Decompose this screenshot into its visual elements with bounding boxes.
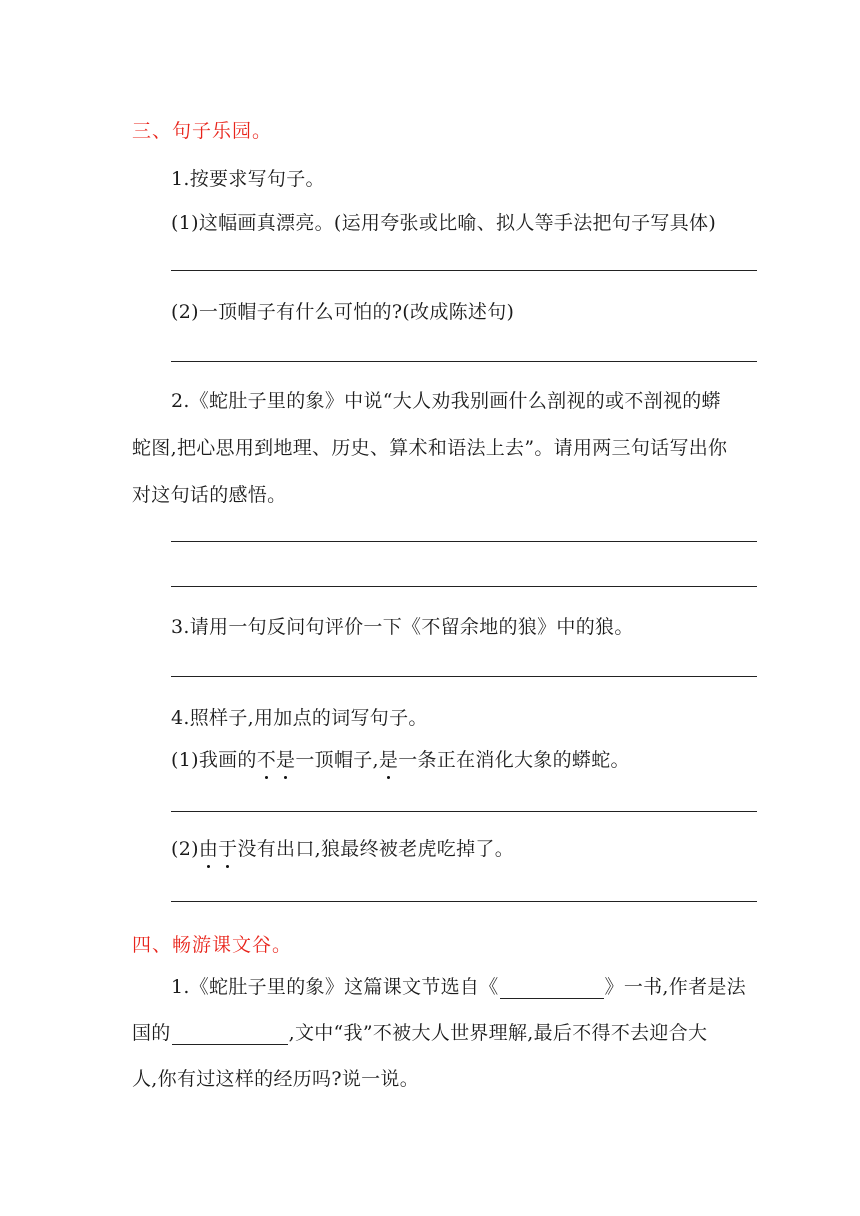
q3-prompt: 3.请用一句反问句评价一下《不留余地的狼》中的狼。 (171, 616, 634, 638)
q4-item-1: (1)我画的不是一顶帽子,是一条正在消化大象的蟒蛇。 (171, 745, 630, 772)
q4-item-2: (2)由于没有出口,狼最终被老虎吃掉了。 (171, 834, 514, 861)
section-3-heading: 三、句子乐园。 (132, 120, 273, 142)
answer-line[interactable] (171, 361, 757, 362)
q2-line-2: 蛇图,把心思用到地理、历史、算术和语法上去”。请用两三句话写出你 (132, 437, 728, 459)
q1-prompt: 1.按要求写句子。 (171, 168, 325, 190)
s4-q1-line-1: 1.《蛇肚子里的象》这篇课文节选自《 》一书,作者是法 (171, 976, 746, 998)
s4-q1-line-2: 国的 ,文中“我”不被大人世界理解,最后不得不去迎合大 (132, 1022, 708, 1044)
answer-line[interactable] (171, 811, 757, 812)
answer-line[interactable] (171, 586, 757, 587)
emphasis-dot-char: 是 (379, 745, 398, 772)
fill-blank-book[interactable] (500, 979, 604, 999)
emphasis-dot-char: 由 (199, 834, 218, 861)
q1-item-2: (2)一顶帽子有什么可怕的?(改成陈述句) (171, 301, 515, 323)
answer-line[interactable] (171, 901, 757, 902)
answer-line[interactable] (171, 676, 757, 677)
q2-line-1: 2.《蛇肚子里的象》中说“大人劝我别画什么剖视的或不剖视的蟒 (171, 390, 721, 412)
emphasis-dot-char: 于 (218, 834, 237, 861)
answer-line[interactable] (171, 541, 757, 542)
q2-line-3: 对这句话的感悟。 (132, 484, 287, 506)
q4-prompt: 4.照样子,用加点的词写句子。 (171, 707, 428, 729)
fill-blank-author[interactable] (172, 1025, 288, 1045)
emphasis-dot-char: 是 (276, 745, 295, 772)
section-4-heading: 四、畅游课文谷。 (132, 934, 293, 956)
s4-q1-line-3: 人,你有过这样的经历吗?说一说。 (132, 1068, 420, 1090)
emphasis-dot-char: 不 (257, 745, 276, 772)
q1-item-1: (1)这幅画真漂亮。(运用夸张或比喻、拟人等手法把句子写具体) (171, 212, 717, 234)
answer-line[interactable] (171, 270, 757, 271)
